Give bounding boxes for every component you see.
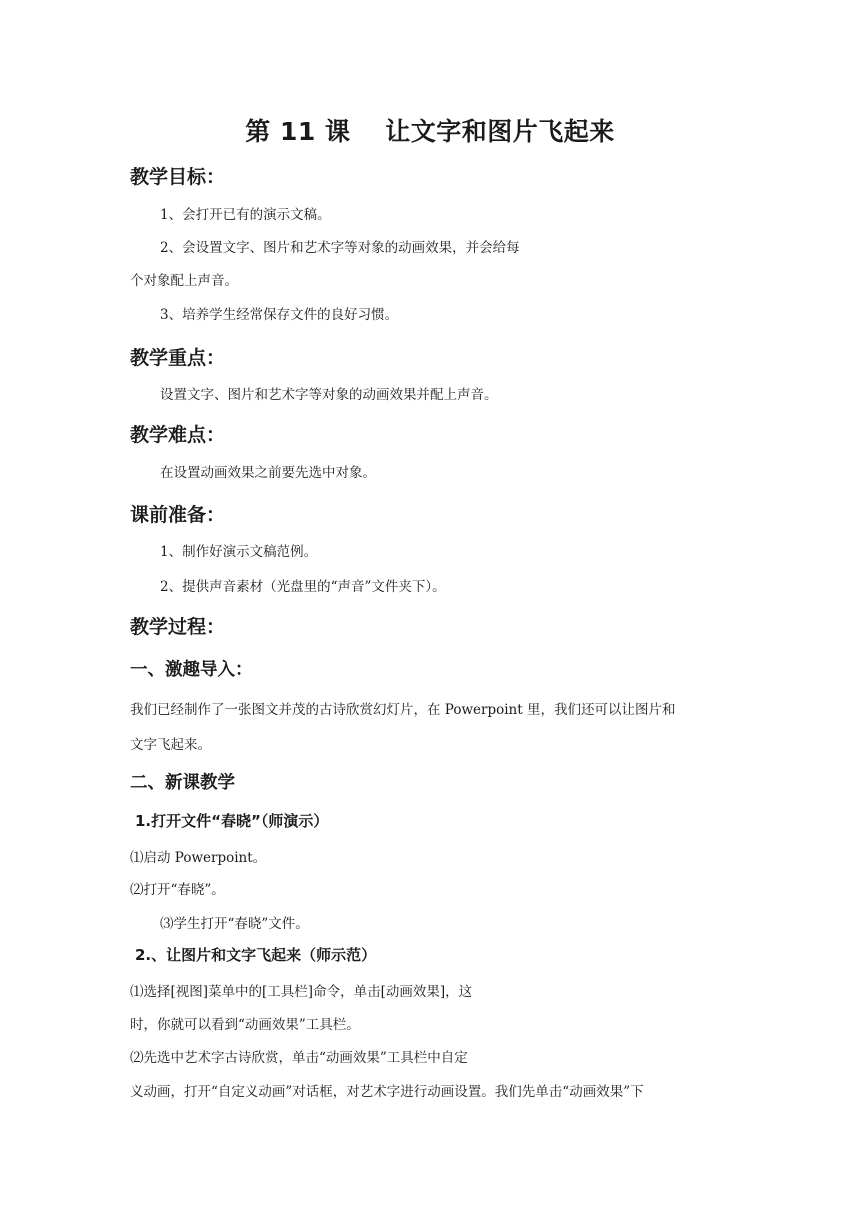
step-1-line-2: ⑵打开“春晓”。 [130, 882, 225, 898]
step-2-line-2: 时，你就可以看到“动画效果”工具栏。 [130, 1017, 360, 1033]
objective-item-3: 3、培养学生经常保存文件的良好习惯。 [160, 307, 399, 323]
key-points-text: 设置文字、图片和艺术字等对象的动画效果并配上声音。 [160, 387, 498, 403]
process-heading: 教学过程： [130, 616, 226, 638]
key-points-heading: 教学重点： [130, 347, 226, 369]
preparation-item-1: 1、制作好演示文稿范例。 [160, 544, 318, 560]
step-1-line-1: ⑴启动 Powerpoint。 [130, 850, 267, 866]
step-1-heading: 1.打开文件“春晓”（师演示） [135, 812, 329, 830]
objective-item-2: 2、会设置文字、图片和艺术字等对象的动画效果，并会给每 [160, 240, 520, 256]
section-2-heading: 二、新课教学 [130, 773, 235, 793]
objective-item-2-cont: 个对象配上声音。 [130, 273, 238, 289]
lesson-title: 第 11 课 让文字和图片飞起来 [245, 117, 615, 146]
preparation-item-2: 2、提供声音素材（光盘里的“声音”文件夹下）。 [160, 579, 446, 595]
difficulties-text: 在设置动画效果之前要先选中对象。 [160, 465, 376, 481]
objectives-heading: 教学目标： [130, 166, 226, 188]
section-1-heading: 一、激趣导入： [130, 660, 253, 680]
objective-item-1: 1、会打开已有的演示文稿。 [160, 207, 331, 223]
step-2-line-3: ⑵先选中艺术字古诗欣赏，单击“动画效果”工具栏中自定 [130, 1050, 468, 1066]
section-1-line-1: 我们已经制作了一张图文并茂的古诗欣赏幻灯片，在 Powerpoint 里，我们还可以让图片和 [130, 702, 676, 718]
step-2-line-4: 义动画，打开“自定义动画”对话框，对艺术字进行动画设置。我们先单击“动画效果”下 [130, 1084, 644, 1100]
section-1-line-2: 文字飞起来。 [130, 737, 211, 753]
preparation-heading: 课前准备： [130, 504, 226, 526]
step-1-line-3: ⑶学生打开“春晓”文件。 [160, 916, 309, 932]
step-2-line-1: ⑴选择[视图]菜单中的[工具栏]命令，单击[动画效果]，这 [130, 984, 473, 1000]
step-2-heading: 2.、让图片和文字飞起来（师示范） [135, 946, 377, 964]
difficulties-heading: 教学难点： [130, 424, 226, 446]
